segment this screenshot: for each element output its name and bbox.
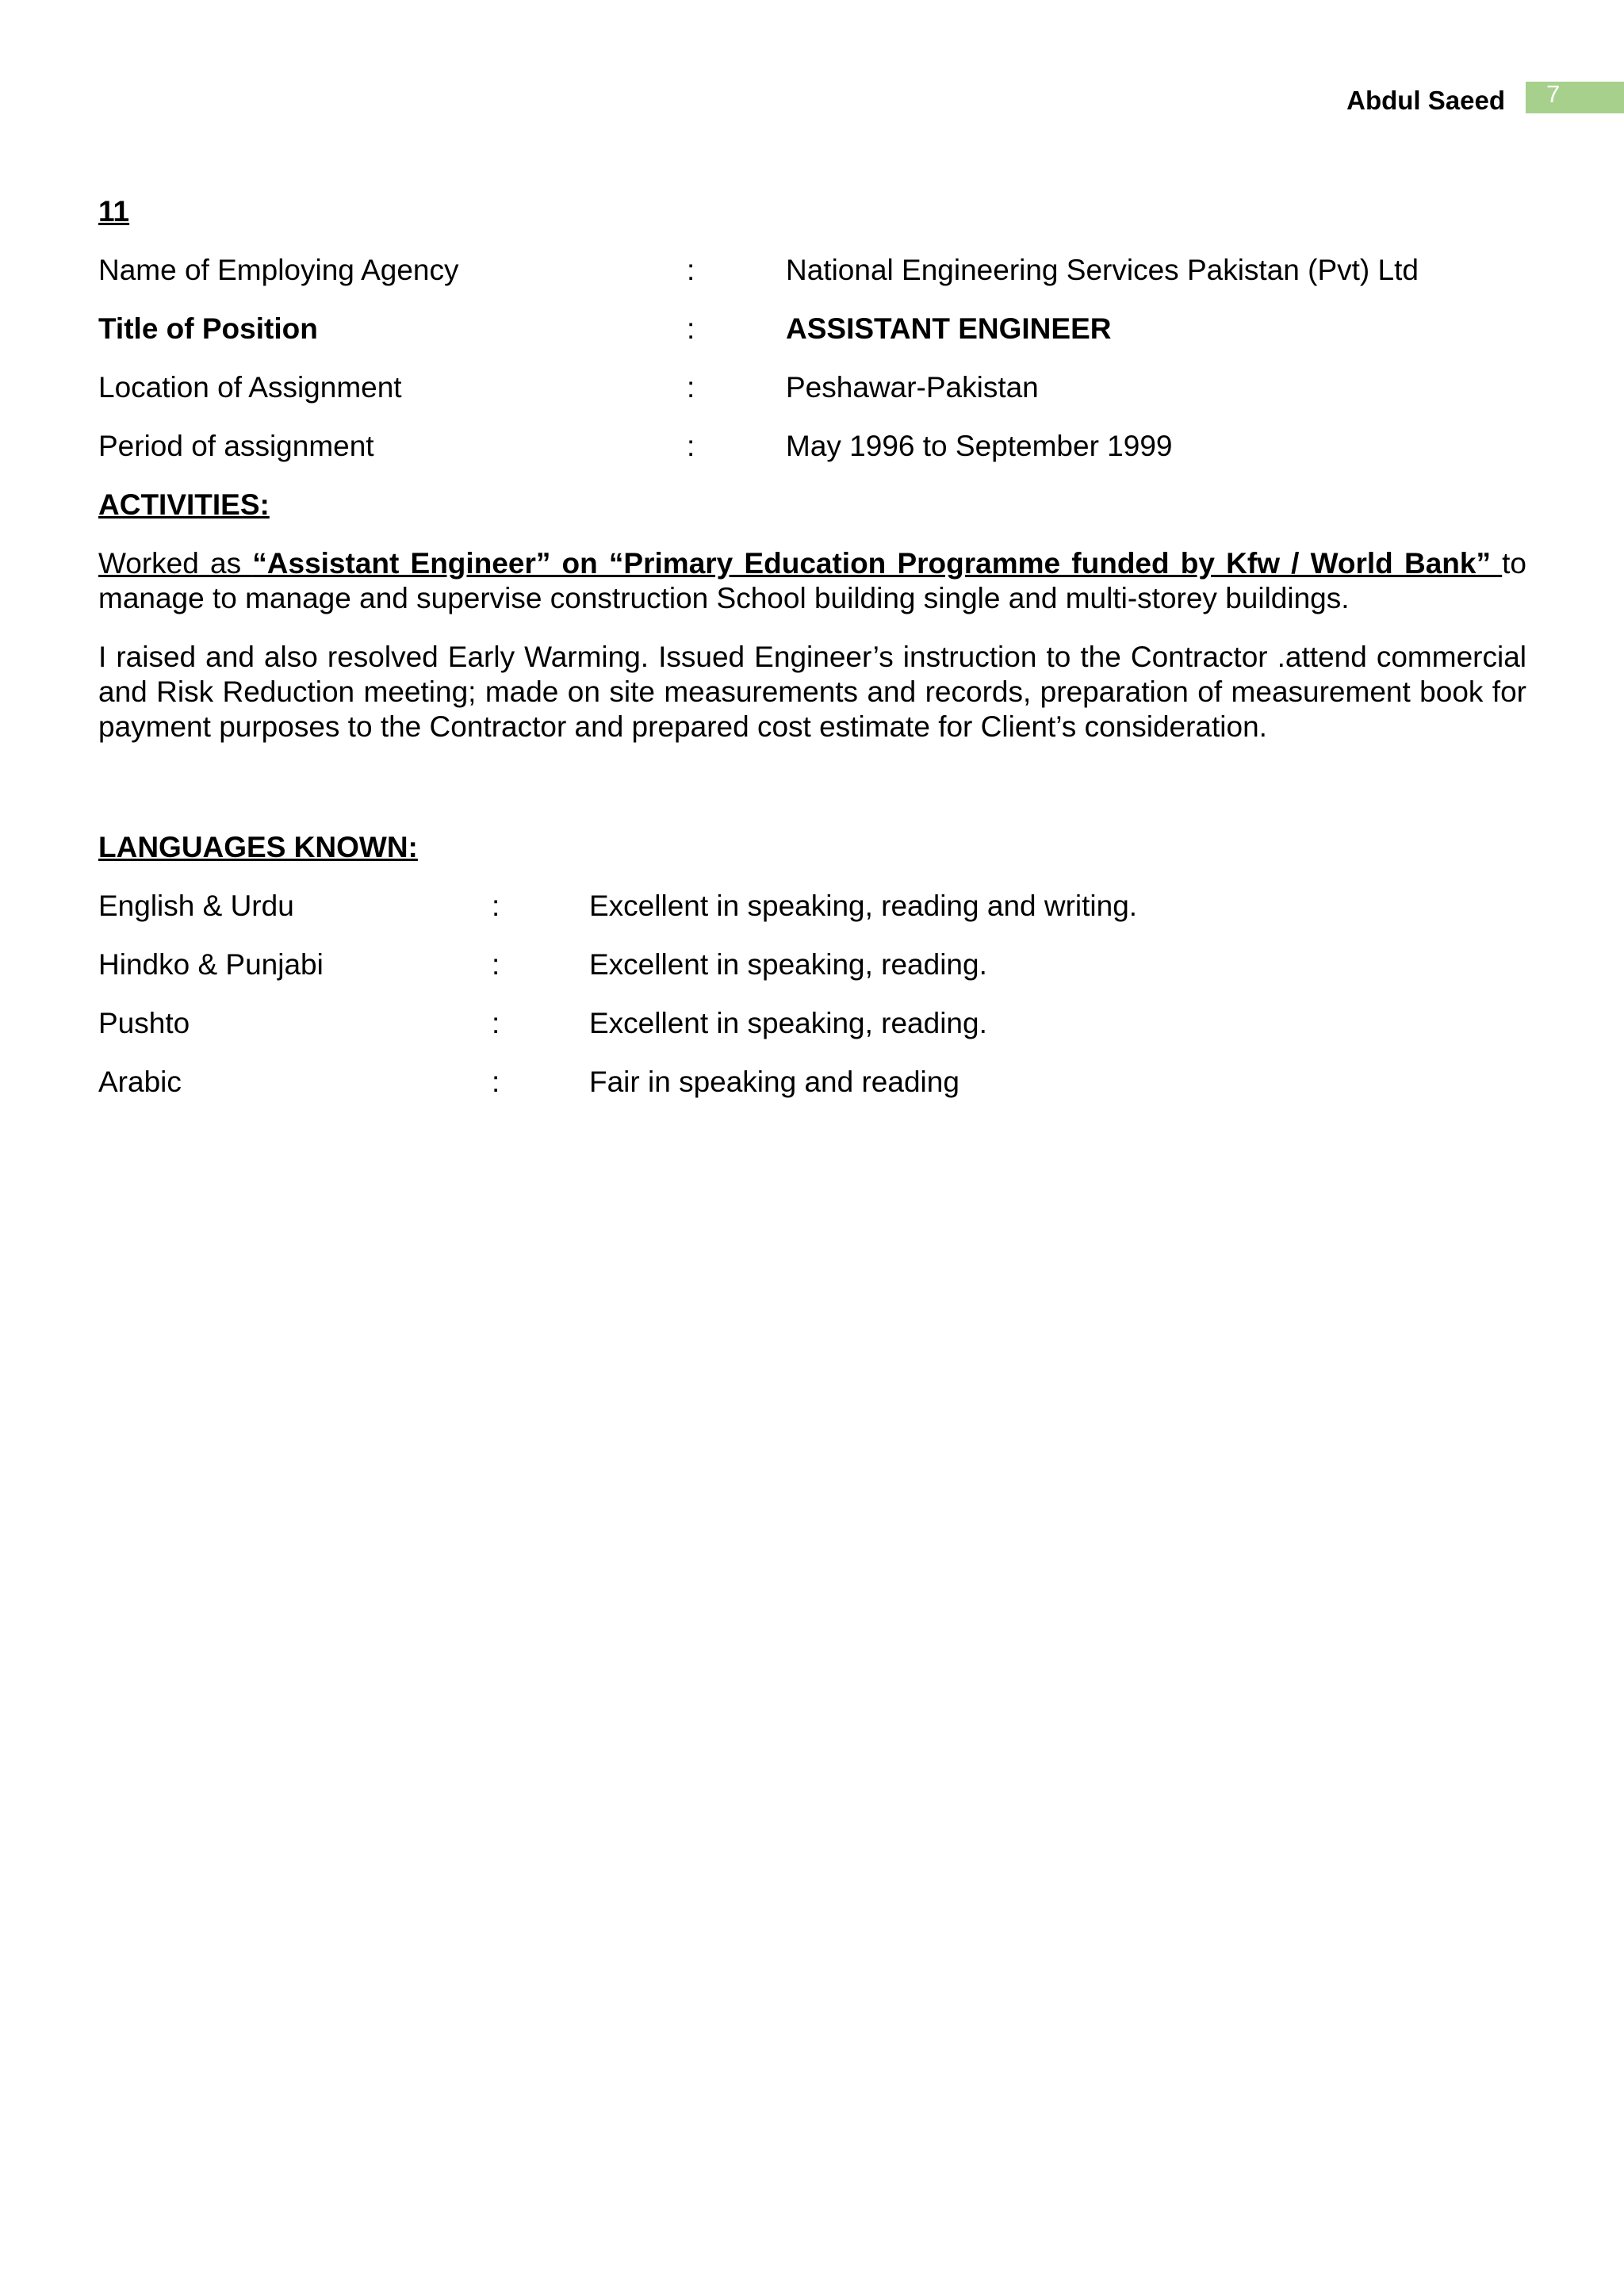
entry-number: 11	[98, 195, 130, 228]
language-name: Hindko & Punjabi	[98, 948, 324, 981]
language-name: Arabic	[98, 1066, 182, 1098]
language-colon: :	[492, 1007, 500, 1039]
language-row	[98, 1065, 1526, 1100]
activities-heading: ACTIVITIES:	[98, 488, 270, 521]
field-label: Name of Employing Agency	[98, 254, 459, 286]
language-name: Pushto	[98, 1007, 190, 1039]
field-row-employing-agency	[98, 253, 1526, 288]
page-number-badge: 7	[1526, 82, 1624, 113]
field-colon: :	[687, 430, 695, 462]
activities-prefix: Worked as	[98, 547, 253, 580]
activities-project-title: “Assistant Engineer” on “Primary Education Programme funded by Kfw / World Bank”	[252, 547, 1503, 580]
field-row-period	[98, 429, 1526, 464]
field-value: National Engineering Services Pakistan (Pvt) Ltd	[786, 254, 1419, 286]
language-colon: :	[492, 948, 500, 981]
activities-paragraph-1	[98, 546, 1526, 616]
header-name: Abdul Saeed	[1346, 86, 1505, 115]
field-colon: :	[687, 371, 695, 404]
field-row-location	[98, 370, 1526, 405]
language-row	[98, 1006, 1526, 1041]
field-value: ASSISTANT ENGINEER	[786, 312, 1112, 345]
language-row	[98, 889, 1526, 924]
language-level: Excellent in speaking, reading.	[589, 1007, 987, 1039]
activities-text: to manage to manage and supervise construction School building single and multi-storey buildings.	[98, 547, 1527, 614]
field-label: Title of Position	[98, 312, 318, 345]
language-level: Fair in speaking and reading	[589, 1066, 959, 1098]
activities-paragraph-2: I raised and also resolved Early Warming. Issued Engineer’s instruction to the Contractor .attend commercial and Risk Reduction meeting; made on site measurements and records, preparation of measurement book for payment purposes to the Contractor and prepared cost estimate for Client’s consideration.	[98, 641, 1526, 743]
languages-heading: LANGUAGES KNOWN:	[98, 831, 418, 863]
field-label: Period of assignment	[98, 430, 374, 462]
language-name: English & Urdu	[98, 890, 294, 922]
field-colon: :	[687, 312, 695, 345]
language-level: Excellent in speaking, reading and writing.	[589, 890, 1138, 922]
field-row-title-of-position	[98, 312, 1526, 346]
language-row	[98, 947, 1526, 982]
field-label: Location of Assignment	[98, 371, 402, 404]
field-value: May 1996 to September 1999	[786, 430, 1173, 462]
language-colon: :	[492, 1066, 500, 1098]
field-colon: :	[687, 254, 695, 286]
document-body	[98, 194, 1526, 1123]
field-value: Peshawar-Pakistan	[786, 371, 1039, 404]
language-colon: :	[492, 890, 500, 922]
language-level: Excellent in speaking, reading.	[589, 948, 987, 981]
